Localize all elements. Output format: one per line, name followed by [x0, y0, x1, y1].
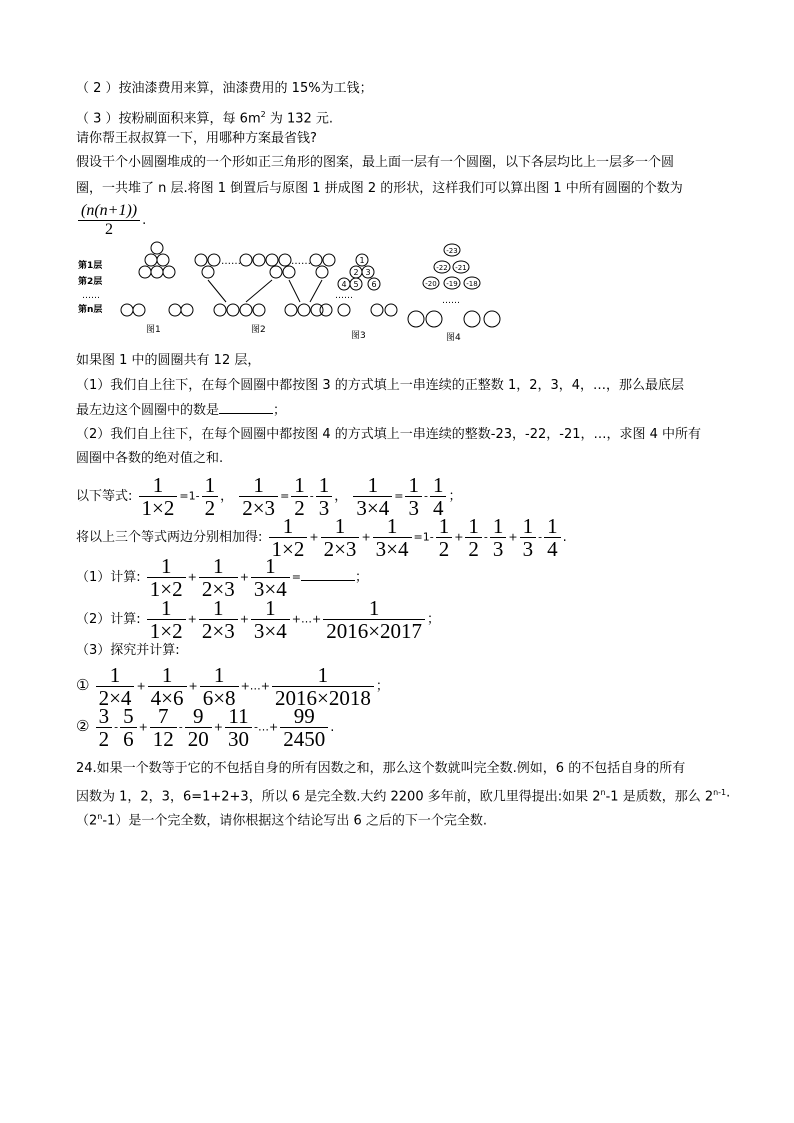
circle-count-formula: $\frac{(n(n+1))}{2}$ . — [76, 202, 146, 239]
fig2-circle — [283, 266, 295, 278]
fraction: $\frac{1}{2\times 4}$ — [96, 664, 135, 709]
fig4-circle — [484, 311, 500, 327]
equations-intro: 以下等式: $\frac{1}{1\times 2}$ =1- $\frac{1}{2}$ ， $\frac{1}{2\times 3}$ = $\frac{1}{2}$ - $\frac{1}{3}$ ， $\frac{1}{3\times 4}$ = $\frac{1}{3}$ - $\frac{1}{4}$ ； — [76, 473, 462, 520]
fig2-circle — [279, 254, 291, 266]
answer-blank — [301, 568, 355, 581]
fig2-circle — [208, 254, 220, 266]
fig1-circle — [139, 266, 151, 278]
calc-2: （2）计算: $\frac{1}{1\times 2}$ + $\frac{1}{2\times 3}$ + $\frac{1}{3\times 4}$ +…+ $\frac{1}{2016\times 2017}$ ； — [76, 596, 441, 643]
fig2-diagonal — [310, 280, 322, 302]
item-2: （ 2 ）按油漆费用来算，油漆费用的 15%为工钱； — [76, 81, 373, 96]
explore-title: （3）探究并计算: — [76, 643, 180, 658]
fig1-circle — [151, 266, 163, 278]
question: 请你帮王叔叔算一下，用哪种方案最省钱? — [76, 131, 317, 146]
fig2-label: 图2 — [251, 325, 266, 335]
fig2-circle — [202, 266, 214, 278]
fraction: $\frac{1}{1\times 2}$ — [269, 515, 308, 560]
triangle-para-1: 假设干个小圆圈堆成的一个形如正三角形的图案，最上面一层有一个圆圈，以下各层均比上一层多一个圆 — [76, 155, 675, 170]
fraction: $\frac{1}{2}$ — [291, 474, 308, 519]
fig3-num: 4 — [341, 280, 347, 289]
fig2-circle — [316, 266, 328, 278]
fraction: $\frac{1}{2}$ — [465, 515, 482, 560]
fig1-circle — [181, 304, 193, 316]
fraction: $\frac{5}{6}$ — [120, 705, 137, 750]
fig2-circle — [266, 254, 278, 266]
q2-line-a: （2）我们自上往下，在每个圆圈中都按图 4 的方式填上一串连续的整数-23，-22，-21，…，求图 4 中所有 — [76, 427, 702, 442]
fig3-num: 6 — [371, 280, 377, 289]
fig3-num: 5 — [353, 280, 359, 289]
fraction: $\frac{3}{2}$ — [96, 705, 113, 750]
fig2-circle — [195, 254, 207, 266]
layer-dots-label: …… — [82, 291, 100, 301]
fig4-label: 图4 — [446, 333, 461, 343]
fraction: $\frac{1}{3}$ — [316, 474, 333, 519]
fig1-circle — [169, 304, 181, 316]
fig1-label: 图1 — [146, 325, 161, 335]
fraction: $\frac{1}{2}$ — [436, 515, 453, 560]
fig2-circle — [253, 304, 265, 316]
fraction: $\frac{1}{3\times 4}$ — [251, 597, 290, 642]
fraction: $\frac{1}{2\times 3}$ — [321, 515, 360, 560]
fraction: $\frac{11}{30}$ — [225, 705, 252, 750]
fraction: $\frac{1}{3}$ — [520, 515, 537, 560]
fig3-label: 图3 — [351, 331, 366, 341]
fraction: $\frac{99}{2450}$ — [280, 705, 328, 750]
fig3-num: 3 — [365, 268, 371, 277]
fig4-num: -23 — [446, 247, 458, 255]
fig1-circle — [157, 254, 169, 266]
fig2-circle — [310, 254, 322, 266]
layer-2-label: 第2层 — [78, 277, 103, 287]
fig1-circle — [145, 254, 157, 266]
fig2-diagonal — [208, 280, 226, 302]
fig3-circle — [320, 304, 332, 316]
fig2-diagonal — [246, 280, 272, 302]
fraction: $\frac{1}{4}$ — [430, 474, 447, 519]
sum-equation: 将以上三个等式两边分别相加得: $\frac{1}{1\times 2}$ + $\frac{1}{2\times 3}$ + $\frac{1}{3\times 4}$ =1- $\frac{1}{2}$ + $\frac{1}{2}$ - $\frac{1}{3}$ + $\frac{1}{3}$ - $\frac{1}{4}$ . — [76, 514, 567, 561]
fig3-circle — [385, 304, 397, 316]
triangle-para-2: 圈，一共堆了 n 层.将图 1 倒置后与原图 1 拼成图 2 的形状，这样我们可以算出图 1 中所有圆圈的个数为 — [76, 181, 683, 196]
figures-svg — [76, 240, 516, 345]
perfect-para-2: 因数为 1，2，3，6=1+2+3，所以 6 是完全数.大约 2200 多年前，欧几里得提出:如果 2$^n$-1 是质数，那么 $2^{n-1}\cdot$ — [76, 788, 731, 805]
fig1-circle — [151, 242, 163, 254]
fraction: $\frac{1}{2}$ — [202, 474, 219, 519]
fig2-circle — [285, 304, 297, 316]
layer-n-label: 第n层 — [78, 305, 103, 315]
fraction: $\frac{1}{1\times 2}$ — [147, 597, 186, 642]
fig3-circle — [338, 304, 350, 316]
fig2-ellipsis: …… — [291, 256, 311, 267]
fraction: $\frac{1}{2016\times 2017}$ — [323, 597, 425, 642]
fraction: $\frac{9}{20}$ — [185, 705, 212, 750]
q1-line-a: （1）我们自上往下，在每个圆圈中都按图 3 的方式填上一串连续的正整数 1，2，3，4，…，那么最底层 — [76, 378, 685, 393]
perfect-para-1: 24.如果一个数等于它的不包括自身的所有因数之和，那么这个数就叫完全数.例如，6 的不包括自身的所有 — [76, 761, 686, 776]
fig4-circle — [464, 311, 480, 327]
fraction: $\frac{1}{2\times 3}$ — [239, 474, 278, 519]
fig2-circle — [214, 304, 226, 316]
fig2-circle — [298, 304, 310, 316]
fig4-num: -19 — [446, 280, 458, 288]
fraction: $\frac{7}{12}$ — [150, 705, 177, 750]
fig2-circle — [240, 254, 252, 266]
fig4-dots: …… — [442, 296, 460, 306]
fig4-circle — [408, 311, 424, 327]
fraction: $\frac{1}{3\times 4}$ — [353, 474, 392, 519]
fig3-dots: …… — [335, 291, 353, 301]
fraction: $\frac{1}{1\times 2}$ — [139, 474, 178, 519]
fraction: $\frac{1}{3\times 4}$ — [251, 555, 290, 600]
if-12-layers: 如果图 1 中的圆圈共有 12 层， — [76, 353, 261, 368]
q2-line-b: 圆圈中各数的绝对值之和. — [76, 451, 224, 466]
fig4-num: -22 — [436, 264, 448, 272]
fig2-circle — [253, 254, 265, 266]
fraction: $\frac{1}{4}$ — [544, 515, 561, 560]
perfect-para-3: （2$^n$-1）是一个完全数，请你根据这个结论写出 6 之后的下一个完全数. — [76, 812, 487, 829]
fraction: $\frac{1}{2016\times 2018}$ — [272, 664, 374, 709]
fig1-circle — [163, 266, 175, 278]
answer-blank — [219, 401, 273, 414]
fig2-circle — [240, 304, 252, 316]
explore-2: ② $\frac{3}{2}$ - $\frac{5}{6}$ + $\frac{7}{12}$ - $\frac{9}{20}$ + $\frac{11}{30}$ -…+ $\frac{99}{2450}$ . — [76, 704, 335, 751]
fig4-num: -20 — [425, 280, 437, 288]
calc-1: （1）计算: $\frac{1}{1\times 2}$ + $\frac{1}{2\times 3}$ + $\frac{1}{3\times 4}$ = ； — [76, 554, 368, 601]
layer-1-label: 第1层 — [78, 261, 103, 271]
item-3: （ 3 ）按粉刷面积来算，每 $6m^2$ 为 132 元. — [76, 110, 334, 127]
q1-line-b: 最左边这个圆圈中的数是 ； — [76, 403, 287, 418]
fraction: $\frac{1}{1\times 2}$ — [147, 555, 186, 600]
fig3-circle — [371, 304, 383, 316]
fraction: $\frac{1}{3}$ — [490, 515, 507, 560]
fraction: $\frac{1}{2\times 3}$ — [199, 597, 238, 642]
fig4-num: -21 — [455, 264, 467, 272]
circle-figures — [76, 240, 516, 345]
fraction: $\frac{1}{3}$ — [405, 474, 422, 519]
fig2-circle — [270, 266, 282, 278]
fig1-circle — [121, 304, 133, 316]
fig3-num: 2 — [353, 268, 359, 277]
fraction: $\frac{1}{6\times 8}$ — [200, 664, 239, 709]
fig2-diagonal — [289, 280, 300, 302]
fig2-circle — [323, 254, 335, 266]
fig2-circle — [227, 304, 239, 316]
fraction: $\frac{1}{3\times 4}$ — [373, 515, 412, 560]
fig2-ellipsis: …… — [221, 256, 241, 267]
fig4-num: -18 — [466, 280, 478, 288]
fig3-num: 1 — [359, 256, 365, 265]
fig4-circle — [426, 311, 442, 327]
fraction: $\frac{1}{4\times 6}$ — [148, 664, 187, 709]
fraction: $\frac{1}{2\times 3}$ — [199, 555, 238, 600]
explore-1: ① $\frac{1}{2\times 4}$ + $\frac{1}{4\times 6}$ + $\frac{1}{6\times 8}$ +…+ $\frac{1}{2016\times 2018}$ ； — [76, 663, 389, 710]
fig1-circle — [133, 304, 145, 316]
